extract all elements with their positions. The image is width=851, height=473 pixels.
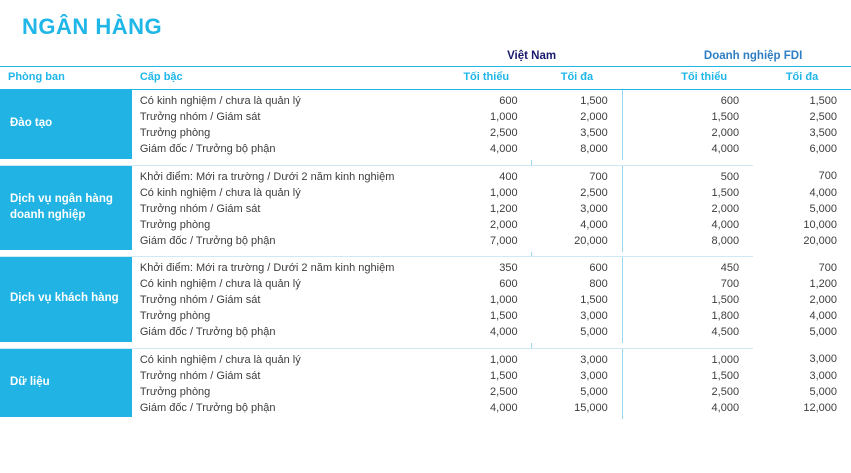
cell-fdi-min: 4,000 bbox=[711, 401, 740, 414]
cell-vn-min: 1,500 bbox=[490, 369, 518, 382]
cell-level: Trưởng phòng bbox=[139, 385, 211, 398]
cell-fdi-max: 3,000 bbox=[809, 353, 837, 366]
cell-fdi-max: 20,000 bbox=[803, 234, 837, 247]
group-header-spacer-gap bbox=[622, 50, 655, 67]
department-cell: Dịch vụ ngân hàng doanh nghiệp bbox=[0, 165, 132, 252]
group-header-vietnam: Việt Nam bbox=[507, 50, 557, 62]
cell-fdi-min: 2,000 bbox=[711, 202, 740, 215]
cell-vn-min: 600 bbox=[499, 95, 518, 107]
column-divider bbox=[622, 257, 655, 277]
cell-vn-max: 20,000 bbox=[574, 234, 608, 247]
table-row bbox=[0, 165, 851, 185]
cell-level: Giám đốc / Trưởng bộ phận bbox=[139, 234, 276, 247]
column-divider bbox=[622, 324, 655, 343]
cell-vn-min: 4,000 bbox=[490, 326, 518, 338]
cell-fdi-max: 6,000 bbox=[809, 143, 837, 155]
cell-vn-max: 4,000 bbox=[580, 218, 608, 231]
cell-fdi-max: 3,500 bbox=[809, 127, 837, 139]
cell-fdi-min: 450 bbox=[720, 262, 740, 274]
cell-level: Giám đốc / Trưởng bộ phận bbox=[139, 143, 276, 155]
cell-vn-max: 700 bbox=[589, 170, 608, 183]
cell-vn-min: 7,000 bbox=[490, 234, 518, 247]
column-divider bbox=[622, 125, 655, 141]
cell-fdi-max: 3,000 bbox=[809, 369, 837, 382]
cell-fdi-min: 4,500 bbox=[711, 326, 740, 338]
column-header-fdi-max: Tối đa bbox=[753, 67, 851, 90]
cell-fdi-max: 4,000 bbox=[809, 186, 837, 199]
column-header-row bbox=[0, 67, 851, 90]
column-header-level: Cấp bậc bbox=[132, 67, 441, 90]
column-divider bbox=[622, 201, 655, 217]
cell-fdi-min: 700 bbox=[720, 278, 740, 290]
cell-vn-max: 2,000 bbox=[580, 111, 608, 123]
cell-fdi-min: 500 bbox=[720, 170, 740, 183]
department-cell: Đào tạo bbox=[0, 90, 132, 161]
cell-fdi-min: 1,500 bbox=[711, 186, 740, 199]
cell-level: Khởi điểm: Mới ra trường / Dưới 2 năm kinh nghiệm bbox=[139, 170, 395, 183]
cell-vn-min: 600 bbox=[499, 278, 518, 290]
cell-level: Có kinh nghiệm / chưa là quản lý bbox=[139, 278, 301, 290]
column-divider bbox=[622, 217, 655, 233]
cell-fdi-min: 1,500 bbox=[711, 294, 740, 306]
cell-fdi-max: 2,000 bbox=[809, 294, 837, 306]
cell-vn-max: 3,000 bbox=[580, 202, 608, 215]
cell-vn-min: 4,000 bbox=[490, 401, 518, 414]
column-divider bbox=[622, 368, 655, 384]
cell-fdi-max: 10,000 bbox=[803, 218, 837, 231]
cell-fdi-max: 1,200 bbox=[809, 278, 837, 290]
cell-vn-min: 2,000 bbox=[490, 218, 518, 231]
cell-fdi-max: 700 bbox=[818, 170, 837, 183]
cell-fdi-min: 1,500 bbox=[711, 111, 740, 123]
cell-level: Trưởng phòng bbox=[139, 218, 211, 231]
column-divider bbox=[622, 165, 655, 185]
table-row bbox=[0, 90, 851, 110]
cell-vn-max: 800 bbox=[589, 278, 608, 290]
cell-vn-max: 8,000 bbox=[580, 143, 608, 155]
cell-vn-min: 350 bbox=[499, 262, 518, 274]
cell-fdi-max: 2,500 bbox=[809, 111, 837, 123]
cell-vn-min: 1,200 bbox=[490, 202, 518, 215]
cell-fdi-min: 2,000 bbox=[711, 127, 740, 139]
cell-level: Trưởng phòng bbox=[139, 127, 211, 139]
cell-level: Có kinh nghiệm / chưa là quản lý bbox=[139, 95, 301, 107]
cell-fdi-min: 1,500 bbox=[711, 369, 740, 382]
cell-vn-max: 1,500 bbox=[580, 95, 608, 107]
cell-vn-min: 1,000 bbox=[490, 294, 518, 306]
column-divider bbox=[622, 348, 655, 368]
table-row bbox=[0, 348, 851, 368]
salary-table bbox=[0, 50, 851, 420]
cell-fdi-max: 5,000 bbox=[809, 385, 837, 398]
group-header-fdi: Doanh nghiệp FDI bbox=[703, 50, 803, 62]
cell-vn-min: 1,000 bbox=[490, 111, 518, 123]
cell-level: Có kinh nghiệm / chưa là quản lý bbox=[139, 353, 301, 366]
cell-vn-max: 3,000 bbox=[580, 353, 608, 366]
cell-vn-min: 1,000 bbox=[490, 186, 518, 199]
column-header-fdi-min: Tối thiểu bbox=[655, 67, 753, 90]
cell-fdi-max: 4,000 bbox=[809, 310, 837, 322]
page-title: NGÂN HÀNG bbox=[22, 14, 163, 39]
cell-level: Giám đốc / Trưởng bộ phận bbox=[139, 401, 276, 414]
cell-vn-min: 2,500 bbox=[490, 385, 518, 398]
cell-fdi-min: 1,000 bbox=[711, 353, 740, 366]
column-divider bbox=[622, 384, 655, 400]
cell-vn-max: 600 bbox=[589, 262, 608, 274]
column-header-vn-max: Tối đa bbox=[532, 67, 623, 90]
table-row bbox=[0, 257, 851, 277]
column-header-gap bbox=[622, 67, 655, 90]
cell-vn-max: 3,500 bbox=[580, 127, 608, 139]
column-divider bbox=[622, 90, 655, 110]
cell-vn-min: 1,000 bbox=[490, 353, 518, 366]
cell-fdi-max: 5,000 bbox=[809, 202, 837, 215]
column-header-vn-min: Tối thiểu bbox=[441, 67, 532, 90]
column-divider bbox=[622, 292, 655, 308]
cell-fdi-max: 700 bbox=[818, 261, 837, 274]
table-body bbox=[0, 90, 851, 419]
cell-vn-max: 2,500 bbox=[580, 186, 608, 199]
cell-fdi-max: 12,000 bbox=[803, 401, 837, 414]
column-divider bbox=[622, 141, 655, 160]
cell-fdi-min: 2,500 bbox=[711, 385, 740, 398]
cell-level: Trưởng nhóm / Giám sát bbox=[139, 111, 261, 123]
column-divider bbox=[622, 109, 655, 125]
cell-level: Trưởng nhóm / Giám sát bbox=[139, 202, 261, 215]
cell-level: Khởi điểm: Mới ra trường / Dưới 2 năm kinh nghiệm bbox=[139, 262, 395, 274]
department-cell: Dữ liệu bbox=[0, 348, 132, 419]
column-divider bbox=[622, 185, 655, 201]
column-divider bbox=[622, 233, 655, 252]
cell-level: Giám đốc / Trưởng bộ phận bbox=[139, 326, 276, 338]
cell-fdi-min: 4,000 bbox=[711, 143, 740, 155]
group-header-spacer-level bbox=[132, 50, 441, 67]
cell-fdi-min: 4,000 bbox=[711, 218, 740, 231]
column-header-department: Phòng ban bbox=[0, 67, 132, 90]
cell-level: Trưởng phòng bbox=[139, 310, 211, 322]
cell-fdi-min: 8,000 bbox=[711, 234, 740, 247]
cell-level: Có kinh nghiệm / chưa là quản lý bbox=[139, 186, 301, 199]
cell-level: Trưởng nhóm / Giám sát bbox=[139, 294, 261, 306]
cell-fdi-max: 1,500 bbox=[809, 95, 837, 107]
table-header bbox=[0, 50, 851, 90]
cell-vn-max: 1,500 bbox=[580, 294, 608, 306]
column-divider bbox=[622, 308, 655, 324]
cell-vn-min: 1,500 bbox=[490, 310, 518, 322]
cell-vn-min: 4,000 bbox=[490, 143, 518, 155]
cell-vn-max: 3,000 bbox=[580, 310, 608, 322]
cell-vn-min: 2,500 bbox=[490, 127, 518, 139]
department-cell: Dịch vụ khách hàng bbox=[0, 257, 132, 344]
column-divider bbox=[622, 276, 655, 292]
cell-level: Trưởng nhóm / Giám sát bbox=[139, 369, 261, 382]
cell-vn-max: 5,000 bbox=[580, 385, 608, 398]
group-header-spacer-dept bbox=[0, 50, 132, 67]
column-divider bbox=[622, 400, 655, 419]
group-header-row bbox=[0, 50, 851, 67]
cell-fdi-min: 1,800 bbox=[711, 310, 740, 322]
cell-vn-max: 5,000 bbox=[580, 326, 608, 338]
cell-vn-max: 15,000 bbox=[574, 401, 608, 414]
cell-vn-max: 3,000 bbox=[580, 369, 608, 382]
cell-fdi-max: 5,000 bbox=[809, 326, 837, 338]
cell-fdi-min: 600 bbox=[720, 95, 740, 107]
cell-vn-min: 400 bbox=[499, 170, 518, 183]
